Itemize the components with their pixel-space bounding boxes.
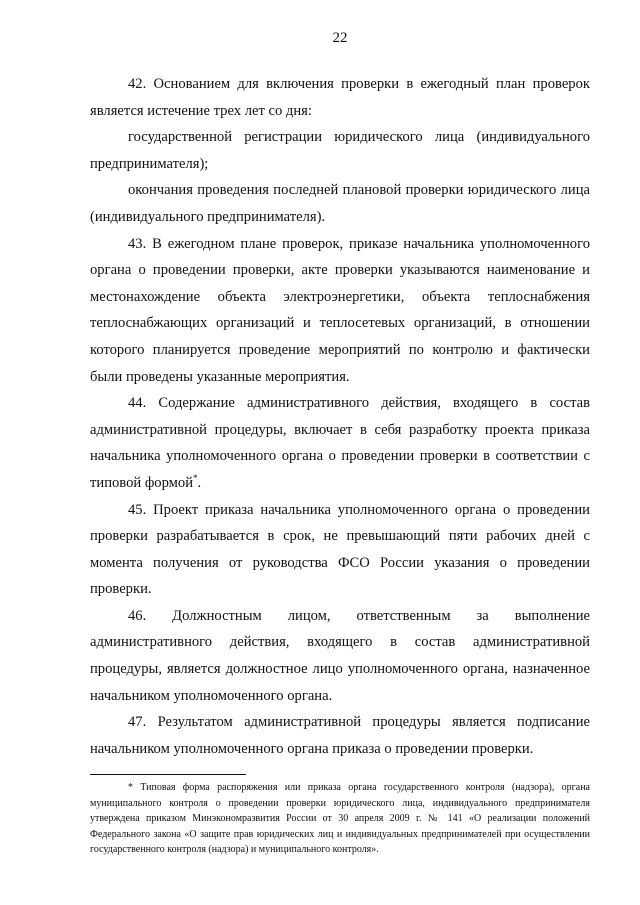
paragraph-42: 42. Основанием для включения проверки в ежегодный план проверок является истечение трех лет со дня: [90,76,590,119]
paragraph-44-tail: . [197,474,202,491]
paragraph-42-item-last-inspection: окончания проведения последней плановой проверки юридического лица (индивидуального предпринимателя). [90,182,590,225]
paragraph-44-text: 44. Содержание административного действия, входящего в состав административной процедуры, включает в себя разработку проекта приказа начальника уполномоченного органа о проведении проверки в соответствии с типовой формой [90,395,590,491]
paragraph-45: 45. Проект приказа начальника уполномоченного органа о проведении проверки разрабатывается в срок, не превышающий пяти рабочих дней с момента получения от руководства ФСО России указания о проведении проверки. [90,501,590,598]
paragraph-44 [90,390,590,496]
paragraph-42-item-registration: государственной регистрации юридического лица (индивидуального предпринимателя); [90,129,590,172]
paragraph-46: 46. Должностным лицом, ответственным за выполнение административного действия, входящего в состав административной процедуры, является должностное лицо уполномоченного органа, назначенное начальником уполномоченного органа. [90,607,590,704]
footnote-marker: * [193,473,198,484]
footnote-divider [90,774,246,775]
paragraph-47: 47. Результатом административной процедуры является подписание начальником уполномоченного органа приказа о проведении проверки. [90,714,590,757]
footnote: * Типовая форма распоряжения или приказа органа государственного контроля (надзора), органа муниципального контроля о проведении проверки юридического лица, индивидуального предпринимателя утверждена приказом Минэкономразвития России от 30 апреля 2009 г. № 141 «О реализации положений Федерального закона «О защите прав юридических лиц и индивидуальных предпринимателей при осуществлении государственного контроля (надзора) и муниципального контроля». [90,782,590,856]
page-number: 22 [332,30,348,46]
paragraph-43: 43. В ежегодном плане проверок, приказе начальника уполномоченного органа о проведении проверки, акте проверки указываются наименование и местонахождение объекта электроэнергетики, объекта теплоснабжения теплоснабжающих организаций и теплосетевых организаций, в отношении которого планируется проведение мероприятий по контролю и фактически были проведены указанные мероприятия. [90,235,590,385]
document-body [90,71,590,762]
